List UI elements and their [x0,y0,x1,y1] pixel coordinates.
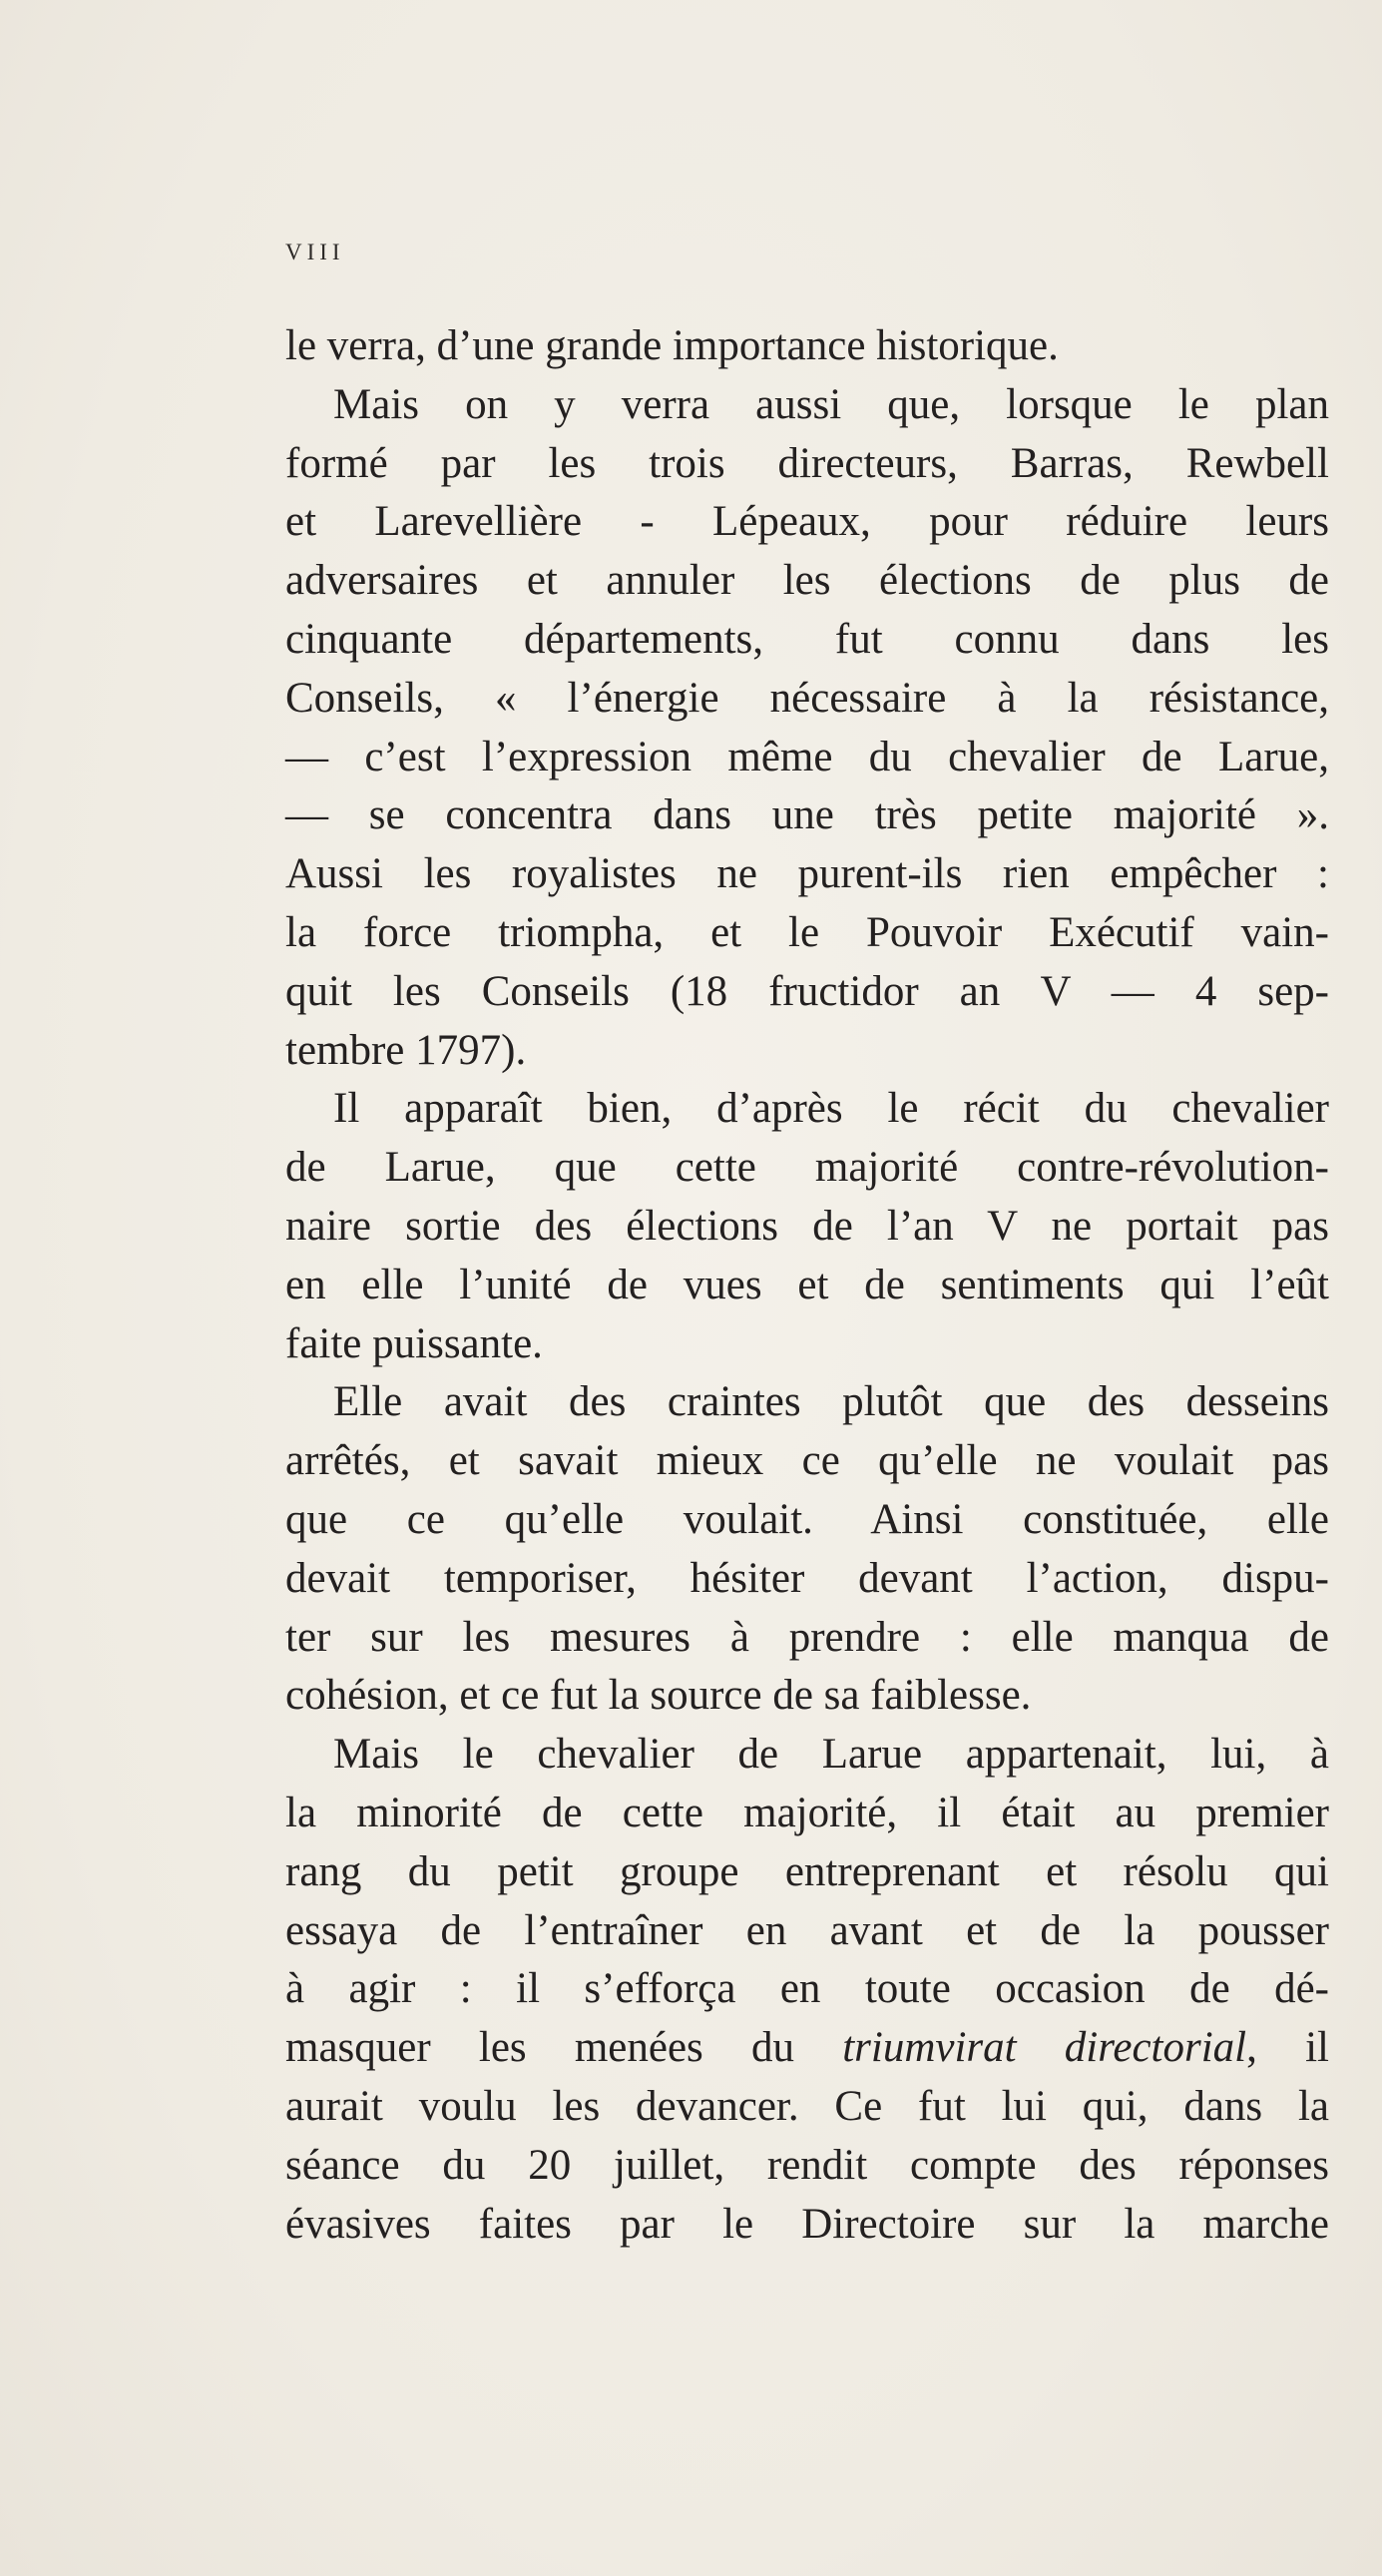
text-line: faite puissante. [285,1319,543,1367]
text-line: Il apparaît bien, d’après le récit du chevalier [333,1085,1329,1133]
text-line: naire sortie des élections de l’an V ne portait pas [285,1202,1329,1250]
text-line: et Larevellière - Lépeaux, pour réduire leurs [285,498,1329,546]
text-line: cohésion, et ce fut la source de sa faiblesse. [285,1672,1032,1720]
text-line: devait temporiser, hésiter devant l’action, dispu- [285,1554,1329,1602]
text-line: le verra, d’une grande importance historique. [285,322,1059,369]
text-line: Mais on y verra aussi que, lorsque le plan [333,380,1329,428]
page-folio: VIII [285,240,345,264]
text-line: tembre 1797). [285,1026,527,1074]
body-text [285,317,1329,2254]
text-line: cinquante départements, fut connu dans les [285,615,1329,663]
text-line: — c’est l’expression même du chevalier de Larue, [285,733,1329,780]
text-line: adversaires et annuler les élections de plus de [285,557,1329,605]
text-line: séance du 20 juillet, rendit compte des réponses [285,2141,1329,2189]
text-line: arrêtés, et savait mieux ce qu’elle ne voulait pas [285,1437,1329,1485]
text-line: aurait voulu les devancer. Ce fut lui qui, dans la [285,2082,1329,2130]
text-line: — se concentra dans une très petite majorité ». [285,791,1329,839]
text-line: quit les Conseils (18 fructidor an V — 4 sep- [285,967,1329,1015]
text-line: rang du petit groupe entreprenant et résolu qui [285,1847,1329,1895]
text-line: la force triompha, et le Pouvoir Exécutif vain- [285,908,1329,956]
text-line: à agir : il s’efforça en toute occasion de dé- [285,1965,1329,2013]
text-line: évasives faites par le Directoire sur la marche [285,2200,1329,2248]
text-segment: , il [1246,2024,1329,2072]
text-line: Aussi les royalistes ne purent-ils rien empêcher : [285,850,1329,898]
text-line [285,2019,1329,2078]
italic-phrase: triumvirat directorial [842,2024,1247,2072]
text-line: Mais le chevalier de Larue appartenait, lui, à [333,1731,1329,1779]
text-line: que ce qu’elle voulait. Ainsi constituée, elle [285,1495,1329,1543]
text-line: en elle l’unité de vues et de sentiments qui l’eût [285,1261,1329,1308]
text-line: ter sur les mesures à prendre : elle manqua de [285,1613,1329,1661]
text-line: la minorité de cette majorité, il était au premier [285,1789,1329,1836]
text-line: Conseils, « l’énergie nécessaire à la résistance, [285,674,1329,722]
text-line: essaya de l’entraîner en avant et de la pousser [285,1906,1329,1954]
text-line: formé par les trois directeurs, Barras, Rewbell [285,439,1329,487]
text-line: Elle avait des craintes plutôt que des desseins [333,1378,1329,1426]
text-line: de Larue, que cette majorité contre-révolution- [285,1144,1329,1192]
text-segment: masquer les menées du [285,2024,843,2072]
